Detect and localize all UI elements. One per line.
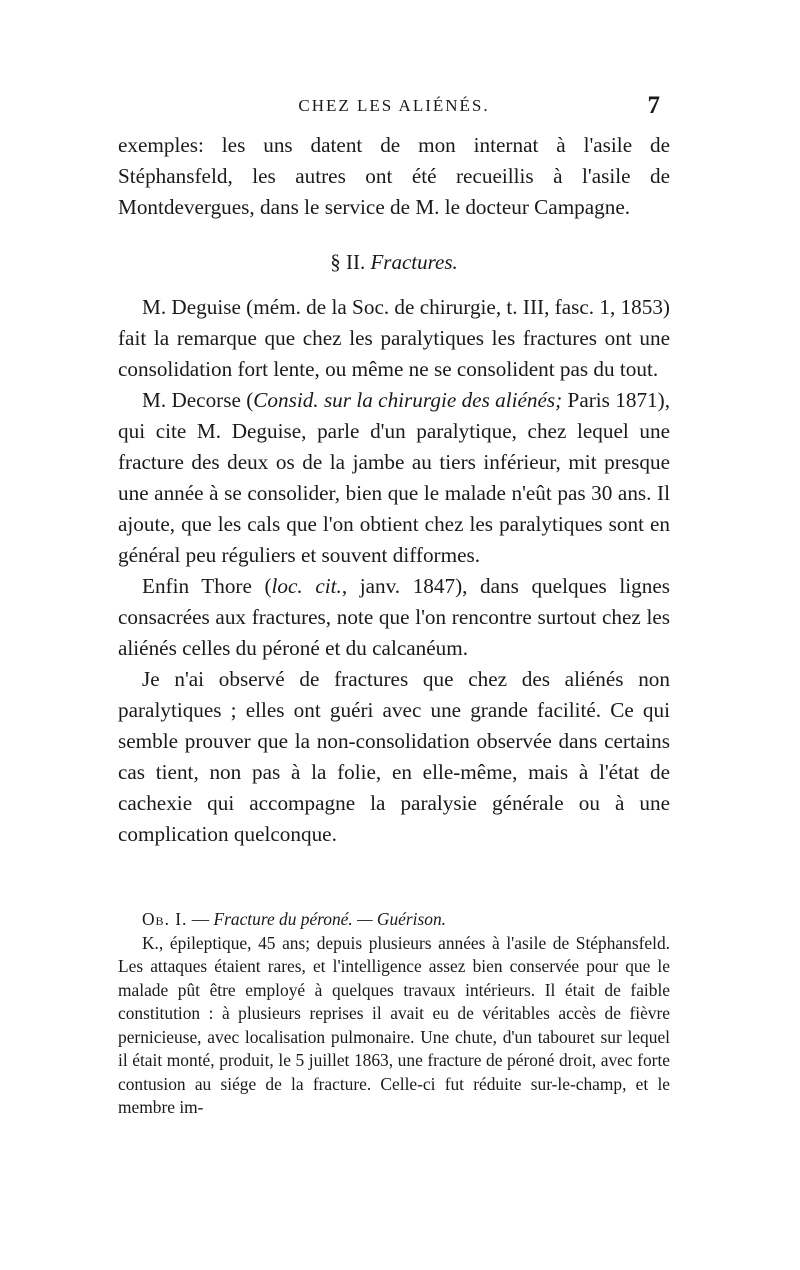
section-heading [118, 247, 670, 278]
section-number: § II. [330, 250, 366, 274]
paragraph-intro: exemples: les uns datent de mon internat à l'asile de Stéphansfeld, les autres ont été recueillis à l'asile de Montdevergues, dans le service de M. le docteur Campagne. [118, 133, 670, 219]
section-title: Fractures. [370, 250, 458, 274]
observation-heading [118, 908, 670, 932]
paragraph-decorse [118, 385, 670, 571]
paragraph-deguise: M. Deguise (mém. de la Soc. de chirurgie, t. III, fasc. 1, 1853) fait la remarque que chez les paralytiques les fractures ont une consolidation fort lente, ou même ne se consolident pas du tout. [118, 295, 670, 381]
observation-text: K., épileptique, 45 ans; depuis plusieurs années à l'asile de Stéphansfeld. Les attaques étaient rares, et l'intelligence assez bien conservée pour que le malade pût être employé à quelques travaux intérieurs. Il était de faible constitution : à plusieurs reprises il avait eu de véritables accès de fièvre pernicieuse, avec localisation pulmonaire. Une chute, d'un tabouret sur lequel il était monté, produit, le 5 juillet 1863, une fracture de péroné droit, avec forte contusion au siége de la fracture. Celle-ci fut réduite sur-le-champ, et le membre im- [118, 932, 670, 1117]
page-header [118, 92, 670, 126]
running-head: CHEZ LES ALIÉNÉS. [298, 96, 490, 115]
paragraph-decorse-rest: Paris 1871), qui cite M. Deguise, parle d'un paralytique, chez lequel une fracture des deux os de la jambe au tiers inférieur, mit presque une année à se consolider, bien que le malade n'eût pas 30 ans. Il ajoute, que les cals que l'on obtient chez les paralytiques sont en général peu réguliers et souvent difformes. [118, 388, 670, 567]
paragraph-thore [118, 571, 670, 664]
paragraph-decorse-citation: Consid. sur la chirurgie des aliénés; [253, 388, 563, 412]
observation-dash: — [187, 909, 214, 929]
observation-block [118, 908, 670, 1120]
paragraph-thore-start: Enfin Thore ( [142, 574, 272, 598]
paragraph-observation-summary: Je n'ai observé de fractures que chez des aliénés non paralytiques ; elles ont guéri avec une grande facilité. Ce qui semble prouver que la non-consolidation observée dans certains cas tient, non pas à la folie, en elle-même, mais à l'état de cachexie qui accompagne la paralysie générale ou à une complication quelconque. [118, 667, 670, 846]
main-text [118, 130, 670, 850]
observation-label: Ob. I. [142, 909, 188, 929]
paragraph-decorse-start: M. Decorse ( [142, 388, 254, 412]
observation-title: Fracture du péroné. — Guérison. [213, 909, 446, 929]
paragraph-thore-rest: , janv. 1847), dans quelques lignes consacrées aux fractures, note que l'on rencontre surtout chez les aliénés celles du péroné et du calcanéum. [118, 574, 671, 660]
page-number: 7 [647, 92, 660, 119]
paragraph-thore-citation: loc. cit. [271, 574, 342, 598]
